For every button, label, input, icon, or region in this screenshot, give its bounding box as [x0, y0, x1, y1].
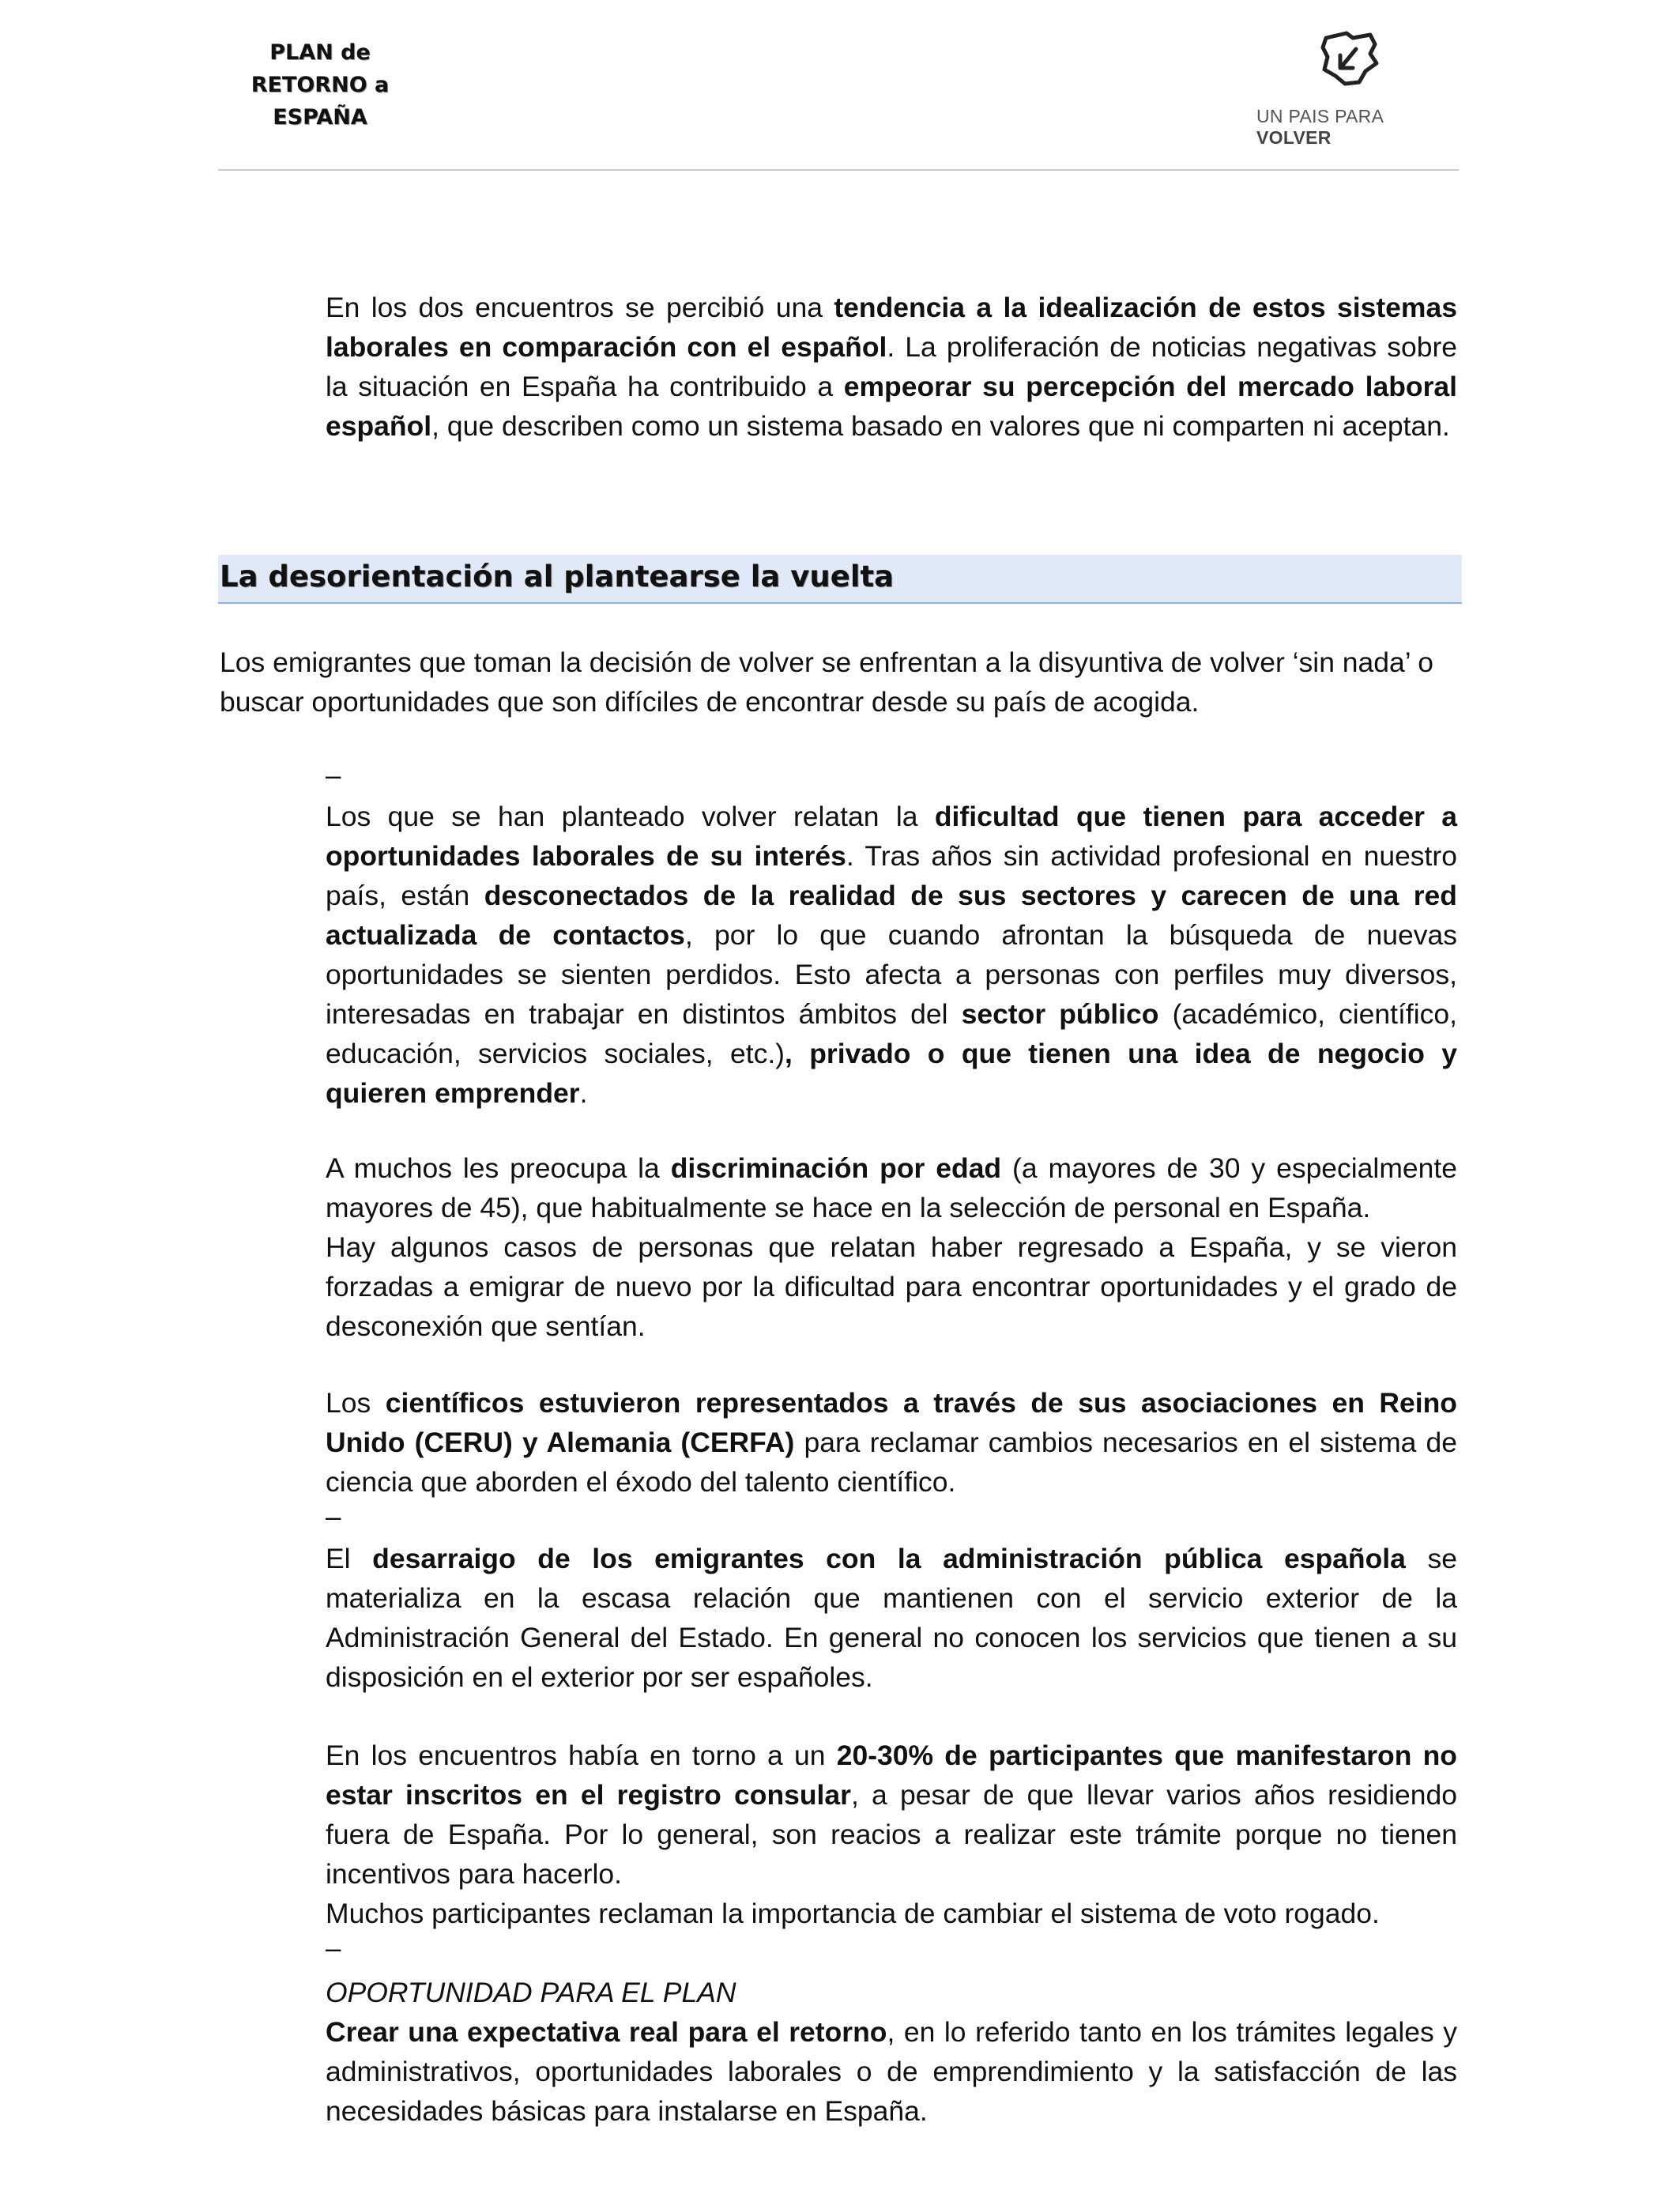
logo-tagline	[1256, 106, 1446, 149]
text-run: Los que se han planteado volver relatan la	[326, 801, 935, 832]
bold-text-run: científicos estuvieron representados a través de sus asociaciones en Reino Unido (CERU) y Alemania (CERFA)	[326, 1387, 1457, 1458]
tagline-light: UN PAIS PARA	[1256, 106, 1383, 126]
text-run: En los dos encuentros se percibió una	[326, 292, 834, 323]
opportunity-heading: OPORTUNIDAD PARA EL PLAN	[326, 1977, 736, 2008]
dash-separator: –	[326, 1502, 341, 1532]
bold-text-run: sector público	[961, 998, 1159, 1030]
text-run: . Tras años sin actividad profesional en nuestro país, están	[326, 840, 1457, 911]
text-run: .	[579, 1077, 588, 1109]
paragraph-re-emigration: Hay algunos casos de personas que relatan haber regresado a España, y se vieron forzadas a emigrar de nuevo por la dificultad para encontrar oportunidades y el grado de desconexión que sentían.	[326, 1231, 1457, 1342]
text-run: , que describen como un sistema basado en valores que ni comparten ni aceptan.	[431, 410, 1450, 442]
logo-line-2: RETORNO a	[250, 73, 390, 97]
bold-text-run: 20-30% de participantes que manifestaron no estar inscritos en el registro consular	[326, 1740, 1457, 1811]
plan-retorno-logo	[229, 36, 411, 134]
section-heading	[218, 555, 1462, 604]
bold-text-run: , privado o que tienen una idea de negocio y quieren emprender	[326, 1038, 1457, 1109]
text-run: Los	[326, 1387, 386, 1419]
text-run: se materializa en la escasa relación que mantienen con el servicio exterior de la Administración General del Estado. En general no conocen los servicios que tienen a su disposición en el exterior por ser españoles.	[326, 1543, 1457, 1693]
text-run: . La proliferación de noticias negativas sobre la situación en España ha contribuido a	[326, 331, 1458, 402]
tagline-bold: VOLVER	[1256, 127, 1332, 148]
text-run: A muchos les preocupa la	[326, 1152, 671, 1184]
text-run: , por lo que cuando afrontan la búsqueda de nuevas oportunidades se sienten perdidos. Esto afecta a personas con perfiles muy diversos, interesadas en trabajar en distintos ámbitos del	[326, 919, 1457, 1030]
text-run: (académico, científico, educación, servicios sociales, etc.)	[326, 998, 1457, 1069]
bold-text-run: desconectados de la realidad de sus sectores y carecen de una red actualizada de contactos	[326, 880, 1457, 951]
paragraph-scientists	[326, 1383, 1457, 1502]
paragraph-consular-registry	[326, 1736, 1457, 1894]
bold-text-run: Crear una expectativa real para el retorno	[326, 2016, 887, 2048]
paragraph-age-discrimination	[326, 1148, 1457, 1227]
dash-separator: –	[326, 1933, 341, 1964]
text-run: (a mayores de 30 y especialmente mayores de 45), que habitualmente se hace en la selección de personal en España.	[326, 1152, 1457, 1223]
logo-line-1: PLAN de	[269, 40, 371, 65]
map-arrow-icon	[1318, 27, 1383, 90]
bold-text-run: empeorar su percepción del mercado laboral español	[326, 371, 1457, 442]
section-intro-paragraph: Los emigrantes que toman la decisión de volver se enfrentan a la disyuntiva de volver ‘sin nada’ o buscar oportunidades que son difíciles de encontrar desde su país de acogida.	[220, 647, 1433, 718]
logo-line-3: ESPAÑA	[273, 105, 367, 130]
bold-text-run: tendencia a la idealización de estos sistemas laborales en comparación con el español	[326, 292, 1457, 363]
text-run: , en lo referido tanto en los trámites legales y administrativos, oportunidades laborales o de emprendimiento y la satisfacción de las necesidades básicas para instalarse en España.	[326, 2016, 1457, 2127]
text-run: , a pesar de que llevar varios años residiendo fuera de España. Por lo general, son reacios a realizar este trámite porque no tienen incentivos para hacerlo.	[326, 1779, 1457, 1890]
bold-text-run: discriminación por edad	[670, 1152, 1002, 1184]
section-heading-text: La desorientación al plantearse la vuelta	[220, 560, 895, 594]
un-pais-para-volver-logo	[1256, 27, 1446, 148]
intro-paragraph	[326, 288, 1457, 446]
paragraph-voto-rogado: Muchos participantes reclaman la importancia de cambiar el sistema de voto rogado.	[326, 1898, 1380, 1929]
paragraph-opportunity	[326, 2012, 1457, 2131]
bold-text-run: dificultad que tienen para acceder a oportunidades laborales de su interés	[326, 801, 1457, 872]
paragraph-administration	[326, 1539, 1457, 1697]
header-divider	[218, 169, 1459, 171]
dash-separator: –	[326, 760, 341, 791]
paragraph-difficulty-access	[326, 797, 1457, 1113]
text-run: En los encuentros había en torno a un	[326, 1740, 837, 1771]
text-run: El	[326, 1543, 373, 1574]
bold-text-run: desarraigo de los emigrantes con la administración pública española	[372, 1543, 1406, 1574]
text-run: para reclamar cambios necesarios en el sistema de ciencia que aborden el éxodo del talento científico.	[326, 1427, 1457, 1498]
